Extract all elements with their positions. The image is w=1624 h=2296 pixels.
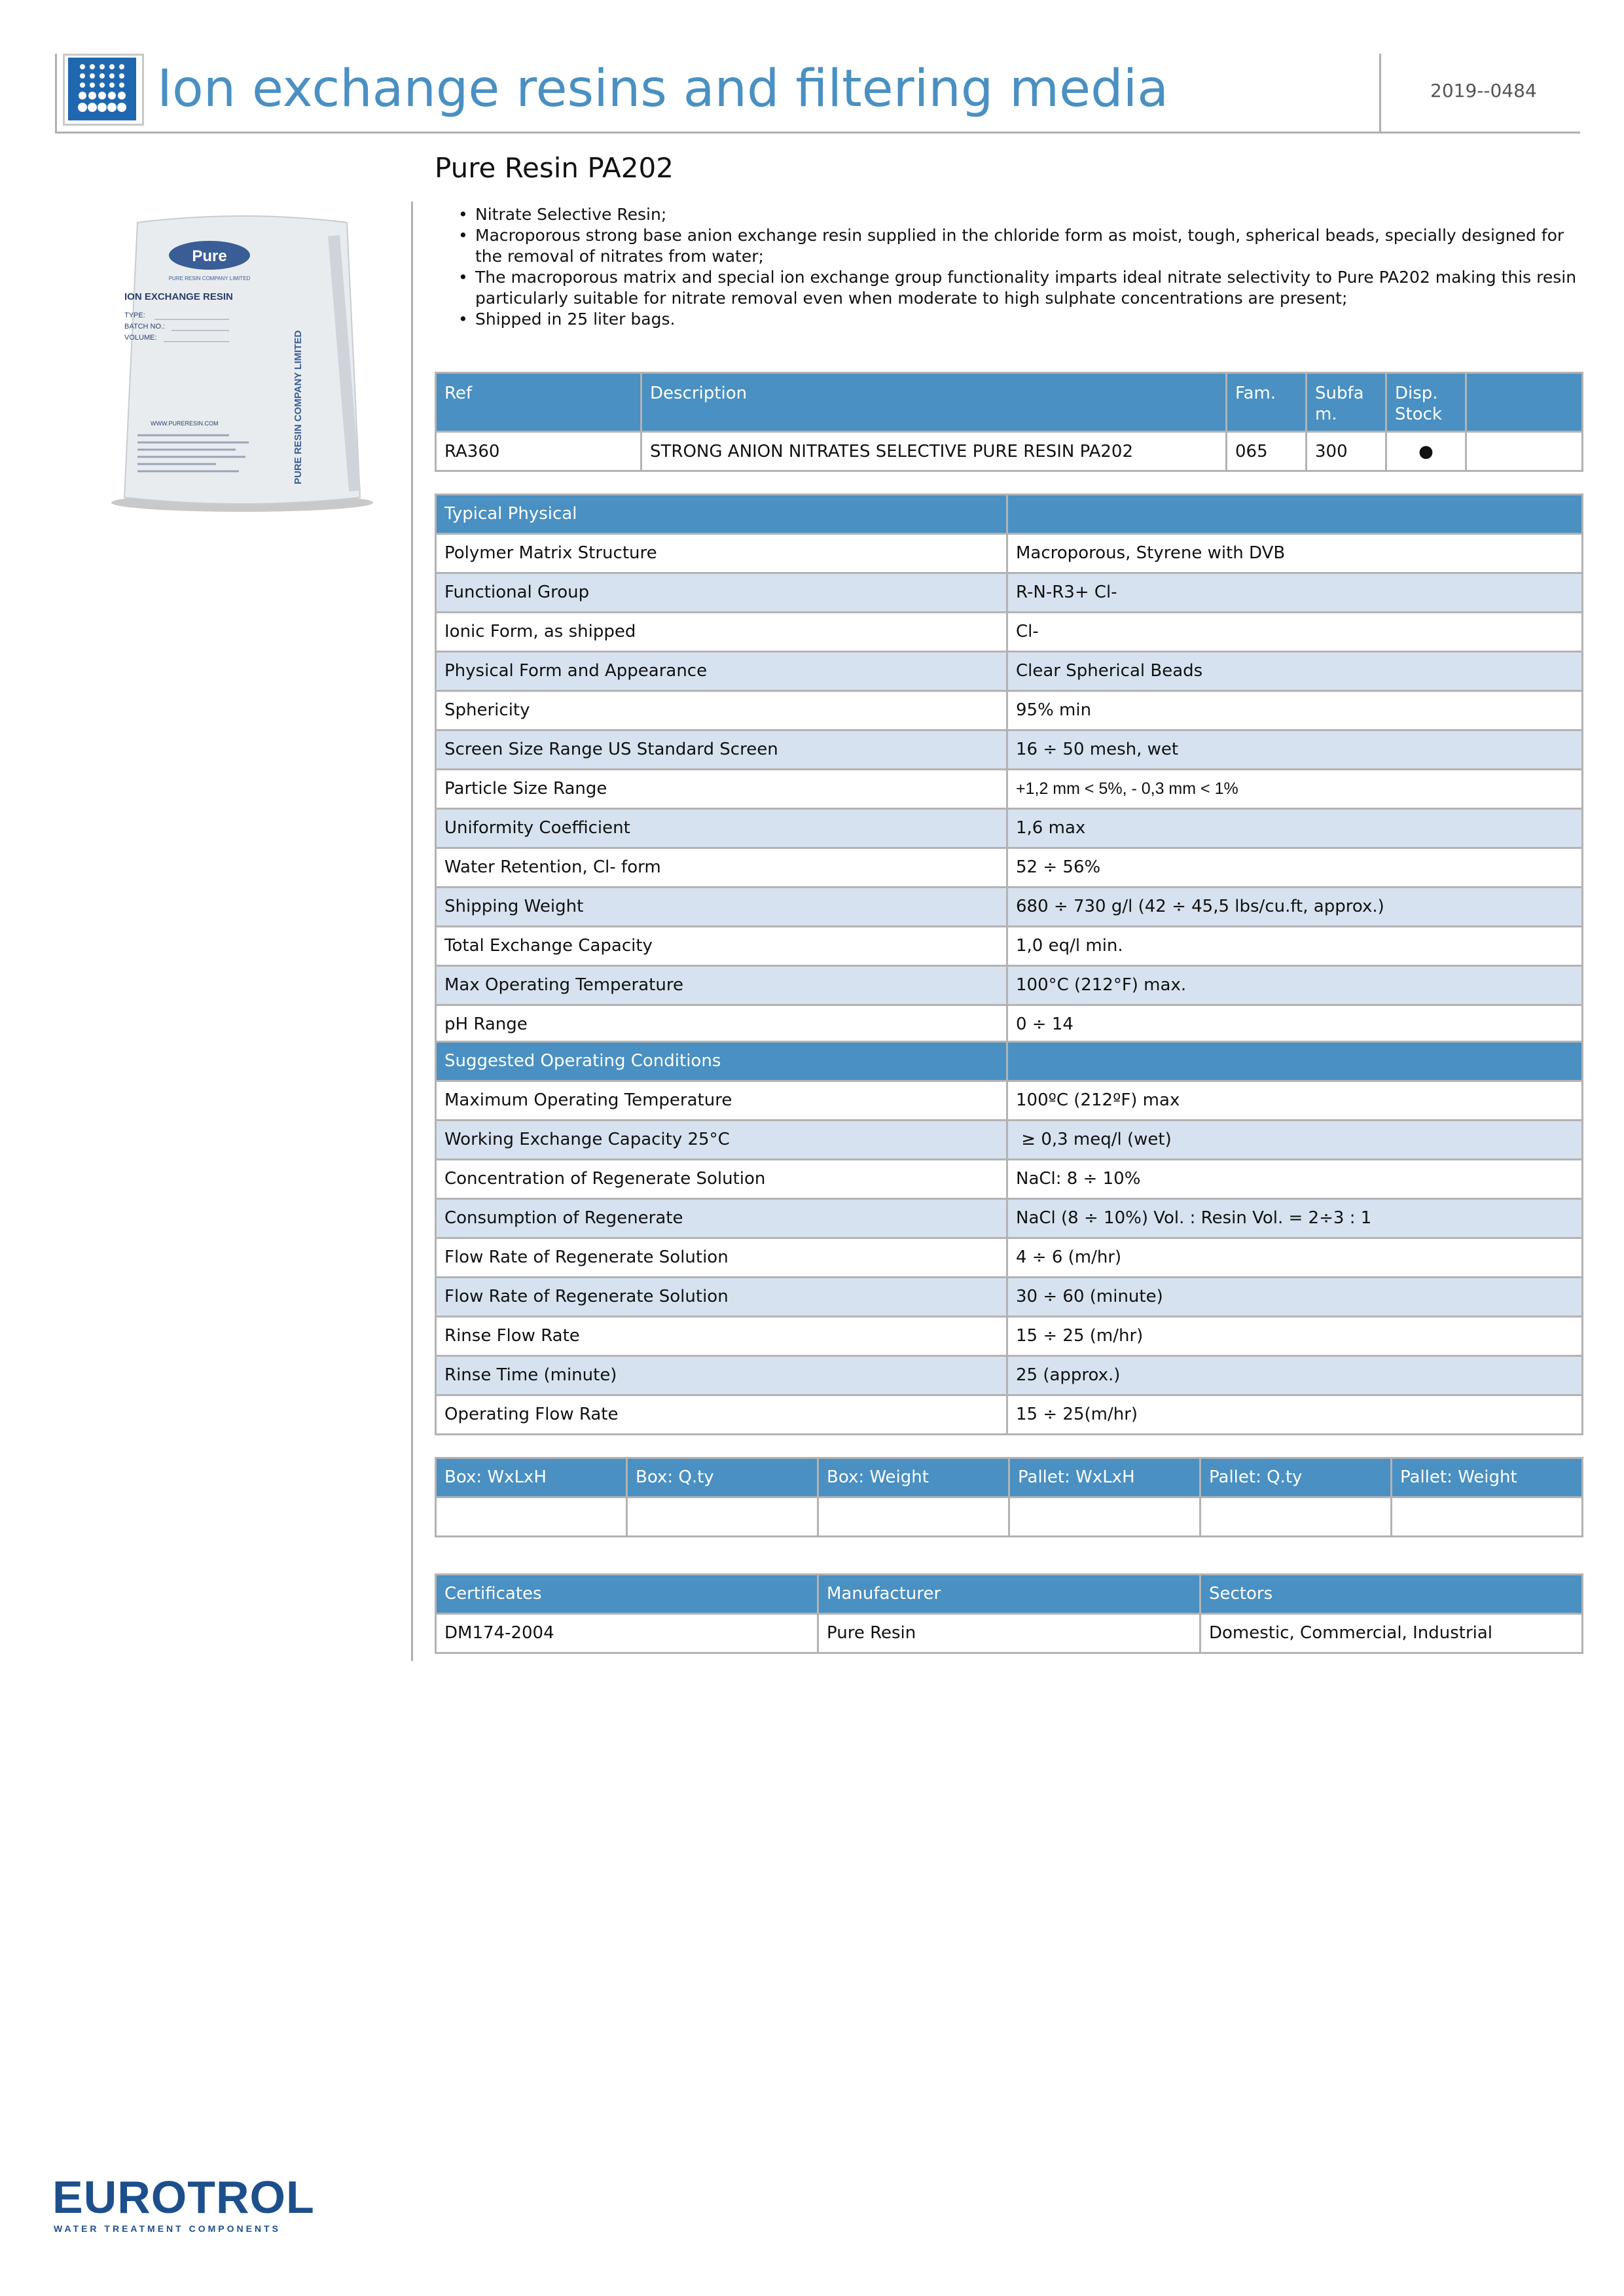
table-row — [436, 1005, 1583, 1045]
table-row — [436, 573, 1583, 613]
property-value: Cl- — [1007, 613, 1583, 652]
cell-ref: RA360 — [436, 432, 641, 471]
condition-value: 4 ÷ 6 (m/hr) — [1007, 1238, 1583, 1278]
property-value: Macroporous, Styrene with DVB — [1007, 534, 1583, 573]
header-bottom-rule — [55, 132, 1580, 134]
condition-value: 30 ÷ 60 (minute) — [1007, 1278, 1583, 1317]
physical-properties-table — [435, 493, 1583, 1045]
col-subfamily: Subfa m. — [1307, 373, 1386, 432]
condition-label: Consumption of Regenerate — [436, 1199, 1007, 1238]
section-header-value — [1007, 495, 1583, 534]
property-label: pH Range — [436, 1005, 1007, 1045]
page-title: Ion exchange resins and filtering media — [157, 60, 1169, 118]
table-row — [436, 809, 1583, 848]
table-row — [436, 730, 1583, 770]
table-header-row — [436, 373, 1583, 432]
cell-box-quantity — [627, 1498, 818, 1537]
table-row — [436, 1081, 1583, 1121]
col-extra — [1466, 373, 1583, 432]
header-left-rule — [55, 54, 57, 134]
bag-brand-text: Pure — [192, 247, 227, 265]
table-row — [436, 1614, 1583, 1653]
eurotrol-tagline: WATER TREATMENT COMPONENTS — [54, 2223, 281, 2234]
property-value: 95% min — [1007, 691, 1583, 730]
table-header-row — [436, 1458, 1583, 1498]
cell-description: STRONG ANION NITRATES SELECTIVE PURE RESIN PA202 — [641, 432, 1227, 471]
col-box-weight: Box: Weight — [818, 1458, 1009, 1498]
property-value: 100°C (212°F) max. — [1007, 966, 1583, 1005]
table-row — [436, 966, 1583, 1005]
col-sectors: Sectors — [1200, 1575, 1583, 1614]
header-separator — [1379, 54, 1381, 134]
cell-box-weight — [818, 1498, 1009, 1537]
col-pallet-dimensions: Pallet: WxLxH — [1009, 1458, 1200, 1498]
condition-label: Flow Rate of Regenerate Solution — [436, 1238, 1007, 1278]
table-row — [436, 534, 1583, 573]
table-row — [436, 848, 1583, 888]
grid-dots-logo-icon — [68, 58, 136, 120]
property-label: Sphericity — [436, 691, 1007, 730]
property-label: Particle Size Range — [436, 770, 1007, 809]
bag-company-text: PURE RESIN COMPANY LIMITED — [168, 276, 251, 281]
list-item: • The macroporous matrix and special ion exchange group functionality imparts ideal nitrate selectivity to Pure PA202 making this resin particularly suitable for nitrate removal even when moderate to high sulphate concentrations are present; — [458, 267, 1584, 309]
table-row — [436, 1317, 1583, 1356]
certificates-table — [435, 1573, 1583, 1654]
col-manufacturer: Manufacturer — [818, 1575, 1200, 1614]
cell-pallet-weight — [1392, 1498, 1583, 1537]
property-label: Screen Size Range US Standard Screen — [436, 730, 1007, 770]
table-row — [436, 1395, 1583, 1435]
table-row — [436, 432, 1583, 471]
table-row — [436, 888, 1583, 927]
property-label: Max Operating Temperature — [436, 966, 1007, 1005]
property-label: Functional Group — [436, 573, 1007, 613]
feature-list — [458, 204, 1584, 330]
property-value: 52 ÷ 56% — [1007, 848, 1583, 888]
condition-label: Rinse Time (minute) — [436, 1356, 1007, 1395]
bag-side-text: PURE RESIN COMPANY LIMITED — [293, 330, 304, 484]
col-family: Fam. — [1227, 373, 1307, 432]
table-row — [436, 1160, 1583, 1199]
bag-field-batch: BATCH NO.: — [124, 323, 166, 331]
document-code: 2019--0484 — [1430, 80, 1537, 101]
property-label: Uniformity Coefficient — [436, 809, 1007, 848]
condition-label: Operating Flow Rate — [436, 1395, 1007, 1435]
property-label: Physical Form and Appearance — [436, 652, 1007, 691]
condition-label: Maximum Operating Temperature — [436, 1081, 1007, 1121]
cell-family: 065 — [1227, 432, 1307, 471]
col-ref: Ref — [436, 373, 641, 432]
condition-value: NaCl (8 ÷ 10%) Vol. : Resin Vol. = 2÷3 : 1 — [1007, 1199, 1583, 1238]
bag-field-type: TYPE: — [124, 312, 145, 319]
cell-box-dimensions — [436, 1498, 627, 1537]
cell-pallet-dimensions — [1009, 1498, 1200, 1537]
table-row — [436, 1498, 1583, 1537]
table-header-row — [436, 1042, 1583, 1081]
section-header: Typical Physical — [436, 495, 1007, 534]
list-item: • Nitrate Selective Resin; — [458, 204, 1584, 225]
property-value: 1,6 max — [1007, 809, 1583, 848]
section-header-value — [1007, 1042, 1583, 1081]
table-row — [436, 1356, 1583, 1395]
table-row — [436, 1121, 1583, 1160]
property-value: +1,2 mm < 5%, - 0,3 mm < 1% — [1007, 770, 1583, 809]
condition-value: 25 (approx.) — [1007, 1356, 1583, 1395]
table-row — [436, 691, 1583, 730]
packaging-table — [435, 1457, 1583, 1537]
condition-label: Rinse Flow Rate — [436, 1317, 1007, 1356]
col-box-dimensions: Box: WxLxH — [436, 1458, 627, 1498]
cell-certificate: DM174-2004 — [436, 1614, 818, 1653]
property-value: 1,0 eq/l min. — [1007, 927, 1583, 966]
list-item: • Shipped in 25 liter bags. — [458, 309, 1584, 330]
stock-dot-icon: ● — [1386, 432, 1466, 471]
table-row — [436, 927, 1583, 966]
property-value: 16 ÷ 50 mesh, wet — [1007, 730, 1583, 770]
property-label: Polymer Matrix Structure — [436, 534, 1007, 573]
cell-subfamily: 300 — [1307, 432, 1386, 471]
property-label: Ionic Form, as shipped — [436, 613, 1007, 652]
col-box-quantity: Box: Q.ty — [627, 1458, 818, 1498]
table-row — [436, 1278, 1583, 1317]
property-value: 0 ÷ 14 — [1007, 1005, 1583, 1045]
table-row — [436, 770, 1583, 809]
bag-label-text: ION EXCHANGE RESIN — [124, 291, 233, 302]
condition-label: Working Exchange Capacity 25°C — [436, 1121, 1007, 1160]
property-label: Shipping Weight — [436, 888, 1007, 927]
cell-extra — [1466, 432, 1583, 471]
product-title: Pure Resin PA202 — [435, 152, 674, 184]
col-pallet-quantity: Pallet: Q.ty — [1200, 1458, 1392, 1498]
property-label: Total Exchange Capacity — [436, 927, 1007, 966]
list-item: • Macroporous strong base anion exchange resin supplied in the chloride form as moist, tough, spherical beads, specially designed for the removal of nitrates from water; — [458, 225, 1584, 267]
section-header: Suggested Operating Conditions — [436, 1042, 1007, 1081]
property-value: Clear Spherical Beads — [1007, 652, 1583, 691]
table-header-row — [436, 495, 1583, 534]
col-certificates: Certificates — [436, 1575, 818, 1614]
cell-pallet-quantity — [1200, 1498, 1392, 1537]
table-row — [436, 652, 1583, 691]
col-disp-stock: Disp. Stock — [1386, 373, 1466, 432]
property-value: 680 ÷ 730 g/l (42 ÷ 45,5 lbs/cu.ft, approx.) — [1007, 888, 1583, 927]
table-header-row — [436, 1575, 1583, 1614]
eurotrol-logo: EUROTROL — [52, 2172, 315, 2223]
table-row — [436, 1199, 1583, 1238]
table-row — [436, 613, 1583, 652]
condition-value: 100ºC (212ºF) max — [1007, 1081, 1583, 1121]
bag-field-volume: VOLUME: — [124, 334, 157, 342]
cell-manufacturer: Pure Resin — [818, 1614, 1200, 1653]
condition-value: ≥ 0,3 meq/l (wet) — [1007, 1121, 1583, 1160]
product-bag-image — [98, 209, 386, 543]
condition-value: 15 ÷ 25 (m/hr) — [1007, 1317, 1583, 1356]
reference-table — [435, 372, 1583, 472]
col-pallet-weight: Pallet: Weight — [1392, 1458, 1583, 1498]
cell-sectors: Domestic, Commercial, Industrial — [1200, 1614, 1583, 1653]
operating-conditions-table — [435, 1041, 1583, 1435]
condition-label: Concentration of Regenerate Solution — [436, 1160, 1007, 1199]
property-label: Water Retention, Cl- form — [436, 848, 1007, 888]
condition-value: NaCl: 8 ÷ 10% — [1007, 1160, 1583, 1199]
bag-website-text: WWW.PURERESIN.COM — [151, 420, 219, 427]
condition-value: 15 ÷ 25(m/hr) — [1007, 1395, 1583, 1435]
property-value: R-N-R3+ Cl- — [1007, 573, 1583, 613]
content-divider — [411, 202, 413, 1661]
condition-label: Flow Rate of Regenerate Solution — [436, 1278, 1007, 1317]
table-row — [436, 1238, 1583, 1278]
col-description: Description — [641, 373, 1227, 432]
